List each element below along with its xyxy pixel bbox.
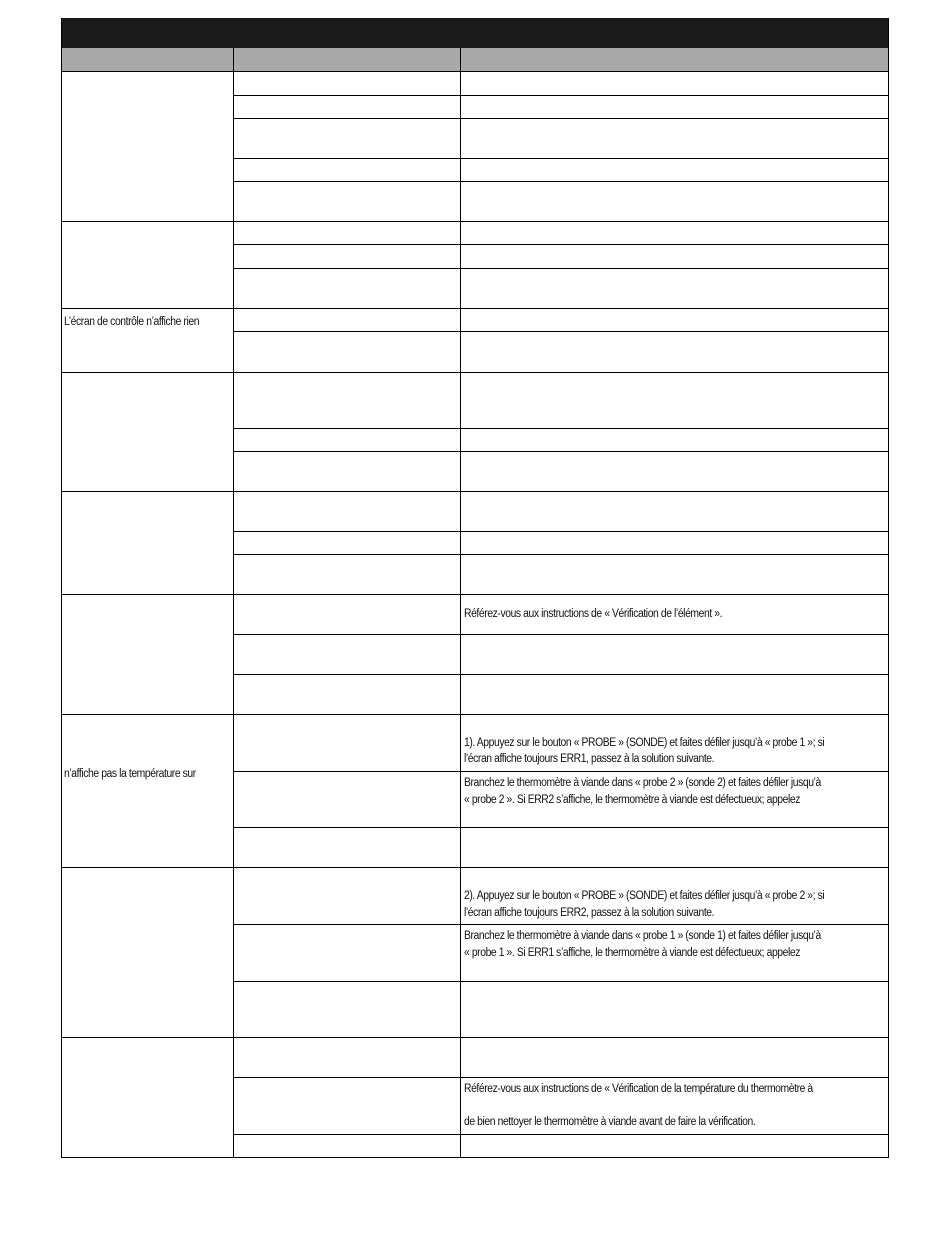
subrow-separator [233,924,889,925]
subrow-separator [233,331,889,332]
row-separator [61,1037,889,1038]
header-cause [234,48,460,71]
subrow-separator [233,1077,889,1078]
row-separator [61,71,889,72]
row-separator [61,1157,889,1158]
subrow-separator [233,827,889,828]
row-separator [61,308,889,309]
grid-line [888,18,889,1158]
subrow-separator [233,268,889,269]
solution-probe2-step-line2: l’écran affiche toujours ERR2, passez à la solution suivante. [464,907,715,919]
subrow-separator [233,771,889,772]
grid-line [460,48,461,1158]
solution-probe2-swap-line1: Branchez le thermomètre à viande dans « probe 2 » (sonde 2) et faites défiler jusqu’à [464,777,821,789]
subrow-separator [233,244,889,245]
subrow-separator [233,554,889,555]
header-solution [461,48,889,71]
solution-probe1-step-line2: l’écran affiche toujours ERR1, passez à la solution suivante. [464,753,715,765]
solution-probe1-swap-line1: Branchez le thermomètre à viande dans « probe 1 » (sonde 1) et faites défiler jusqu’à [464,930,821,942]
solution-temp-check-line2: de bien nettoyer le thermomètre à viande avant de faire la vérification. [464,1116,756,1128]
subrow-separator [233,531,889,532]
table-title-bar [61,18,889,48]
row-separator [61,221,889,222]
row-separator [61,594,889,595]
row-separator [61,714,889,715]
subrow-separator [233,1134,889,1135]
problem-screen-blank: L’écran de contrôle n’affiche rien [64,316,200,328]
solution-element-check: Référez-vous aux instructions de « Vérification de l’élément ». [464,608,723,620]
solution-probe2-swap-line2: « probe 2 ». Si ERR2 s’affiche, le thermomètre à viande est défectueux; appelez [464,794,801,806]
row-separator [61,867,889,868]
subrow-separator [233,981,889,982]
subrow-separator [233,95,889,96]
row-separator [61,491,889,492]
subrow-separator [233,634,889,635]
subrow-separator [233,158,889,159]
solution-probe1-step-line1: 1). Appuyez sur le bouton « PROBE » (SONDE) et faites défiler jusqu’à « probe 1 »; si [464,737,825,749]
grid-line [61,18,62,1158]
solution-temp-check-line1: Référez-vous aux instructions de « Vérification de la température du thermomètre à [464,1083,813,1095]
row-separator [61,372,889,373]
solution-probe1-swap-line2: « probe 1 ». Si ERR1 s’affiche, le thermomètre à viande est défectueux; appelez [464,947,801,959]
solution-probe2-step-line1: 2). Appuyez sur le bouton « PROBE » (SONDE) et faites défiler jusqu’à « probe 2 »; si [464,890,825,902]
subrow-separator [233,118,889,119]
header-problem [61,48,233,71]
subrow-separator [233,428,889,429]
subrow-separator [233,451,889,452]
subrow-separator [233,674,889,675]
subrow-separator [233,181,889,182]
grid-line [233,48,234,1158]
problem-temp-not-shown: n’affiche pas la température sur [64,768,196,780]
